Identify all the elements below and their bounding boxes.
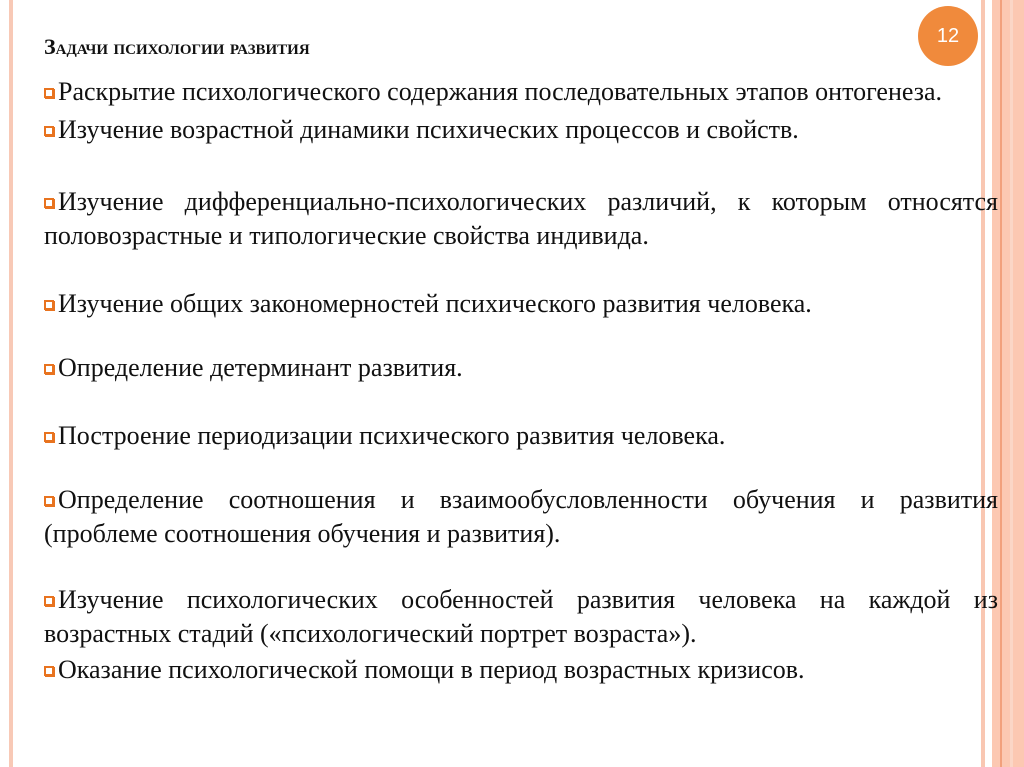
list-item — [44, 483, 998, 551]
list-item-text: Определение соотношения и взаимообусловленности обучения и развития (проблеме соотношения обучения и развития). — [44, 485, 998, 548]
list-item-text: Изучение психологических особенностей развития человека на каждой из возрастных стадий («психологический портрет возраста»). — [44, 585, 998, 648]
list-item — [44, 287, 998, 321]
list-item-text: Оказание психологической помощи в период возрастных кризисов. — [58, 655, 805, 684]
list-item — [44, 419, 998, 453]
right-decor-line — [1000, 0, 1002, 767]
list-item-text: Раскрытие психологического содержания последовательных этапов онтогенеза. — [58, 77, 943, 106]
task-list — [44, 75, 998, 687]
slide-number-badge: 12 — [918, 6, 978, 66]
list-item — [44, 75, 998, 109]
list-item-text: Построение периодизации психического развития человека. — [58, 421, 726, 450]
list-item — [44, 113, 998, 147]
list-item — [44, 583, 998, 651]
square-bullet-icon — [44, 88, 54, 98]
left-decor-stripe — [9, 0, 13, 767]
list-item-text: Определение детерминант развития. — [58, 353, 463, 382]
square-bullet-icon — [44, 596, 54, 606]
right-decor-line — [1010, 0, 1013, 767]
square-bullet-icon — [44, 126, 54, 136]
square-bullet-icon — [44, 496, 54, 506]
list-item — [44, 351, 998, 385]
square-bullet-icon — [44, 666, 54, 676]
list-item-text: Изучение общих закономерностей психического развития человека. — [58, 289, 812, 318]
list-item-text: Изучение дифференциально-психологических различий, к которым относятся половозрастные и типологические свойства индивида. — [44, 187, 998, 250]
square-bullet-icon — [44, 364, 54, 374]
list-item — [44, 185, 998, 253]
square-bullet-icon — [44, 300, 54, 310]
slide-title: Задачи психологии развития — [44, 34, 310, 59]
list-item-text: Изучение возрастной динамики психических процессов и свойств. — [58, 115, 799, 144]
square-bullet-icon — [44, 198, 54, 208]
square-bullet-icon — [44, 432, 54, 442]
list-item — [44, 653, 998, 687]
